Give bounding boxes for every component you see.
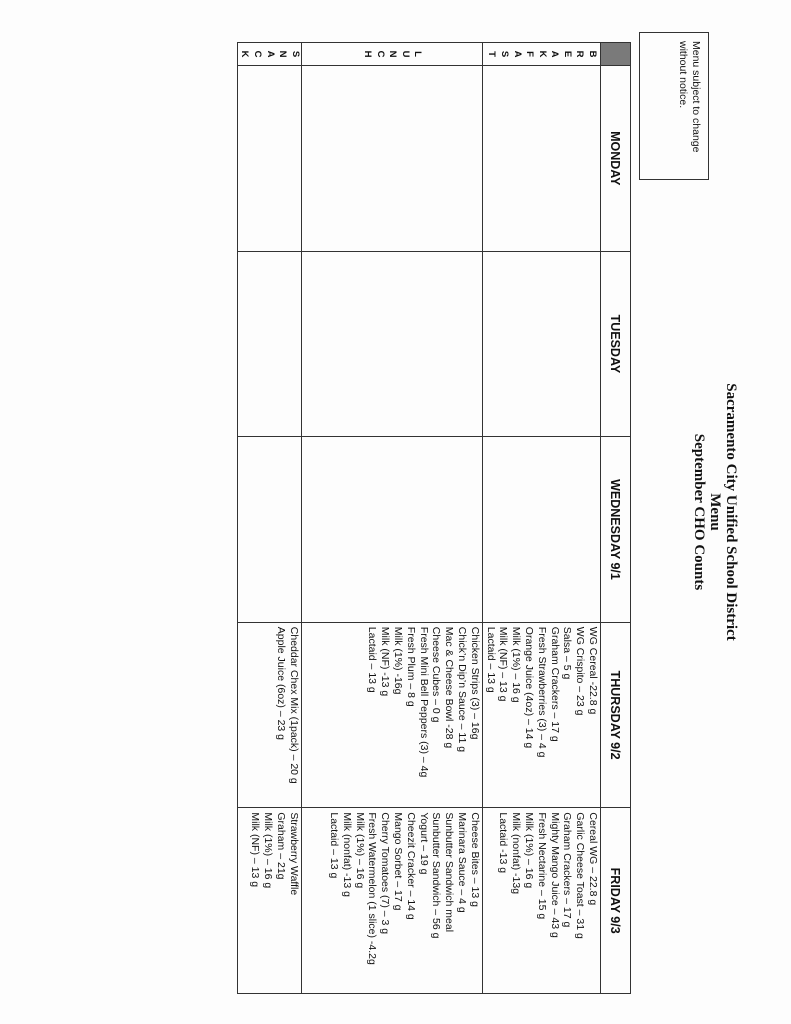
breakfast-wednesday — [482, 437, 600, 623]
row-label-letter: R — [574, 50, 586, 58]
menu-item: Salsa – 5 g — [561, 626, 574, 680]
district-title: Sacramento City Unified School District — [723, 383, 739, 641]
menu-item: Milk (1%) – 16 g — [523, 812, 536, 889]
snack-tuesday — [237, 251, 301, 437]
menu-item: WG Cereal -22.8 g — [587, 626, 599, 715]
row-label-letter: S — [289, 50, 301, 58]
menu-item: Cheddar Chex Mix (1pack) – 20 g — [287, 626, 300, 784]
menu-item: Cherry Tomatoes (7) – 3 g — [379, 812, 392, 935]
menu-item: Chicken Strips (3) – 16g — [468, 626, 481, 740]
menu-item: Fresh Nectarine – 15 g — [535, 812, 548, 920]
month-title: September CHO Counts — [691, 433, 707, 591]
snack-label — [237, 43, 301, 66]
lunch-row — [301, 43, 482, 994]
notice-line-2: without notice. — [677, 41, 689, 109]
breakfast-friday — [482, 808, 600, 994]
menu-item: Milk (1%) – 16 g — [262, 812, 275, 889]
menu-item: Mighty Mango Juice – 43 g — [548, 812, 561, 938]
row-label-letter: N — [277, 50, 289, 58]
menu-item: Milk (nonfat) -13 g — [340, 812, 353, 897]
menu-item: Lactaid – 13 g — [328, 812, 341, 879]
menu-item: Fresh Mini Bell Peppers (3) – 4g — [417, 626, 430, 778]
menu-item: Cereal WG – 22.8 g — [587, 812, 599, 906]
menu-item: Cheezit Cracker – 14 g — [404, 812, 417, 920]
menu-item: Milk (1%) -16g — [392, 626, 405, 695]
menu-item: Garlic Cheese Toast – 31 g — [574, 812, 587, 939]
menu-item: Fresh Watermelon (1 slice) -4.2g — [366, 812, 379, 965]
menu-item: Graham Crackers – 17 g — [548, 626, 561, 742]
menu-item: Graham – 21g — [275, 812, 288, 880]
menu-item: Sunbutter Sandwich meal — [443, 812, 456, 933]
row-label-letter: H — [361, 50, 373, 58]
menu-item: Orange Juice (4oz) – 14 g — [523, 626, 536, 749]
menu-item: Lactaid -13 g — [497, 812, 510, 874]
col-monday: MONDAY — [601, 66, 631, 252]
lunch-monday — [301, 66, 482, 252]
row-label-letter: C — [252, 50, 264, 58]
menu-item: Cheese Cubes – 0 g — [430, 626, 443, 723]
change-notice-box — [639, 32, 709, 180]
row-label-letter: U — [399, 50, 411, 58]
row-label-letter: N — [387, 50, 399, 58]
menu-item: Milk (1%) – 16 g — [510, 626, 523, 703]
row-label-letter: A — [549, 50, 561, 58]
col-wednesday: WEDNESDAY 9/1 — [601, 437, 631, 623]
menu-item: Milk (NF) – 13 g — [497, 626, 510, 702]
row-label-letter: T — [486, 51, 498, 57]
menu-item: Milk (NF) – 13 g — [249, 812, 262, 888]
menu-item: Fresh Strawberries (3) – 4 g — [535, 626, 548, 758]
snack-row — [237, 43, 301, 994]
lunch-tuesday — [301, 251, 482, 437]
lunch-label — [301, 43, 482, 66]
lunch-thursday — [301, 622, 482, 808]
row-label-letter: E — [561, 50, 573, 58]
menu-item: Apple Juice (6oz) – 23 g — [275, 626, 288, 741]
menu-item: Milk (NF) -13 g — [379, 626, 392, 697]
lunch-wednesday — [301, 437, 482, 623]
menu-item: Milk (1%) – 16 g — [353, 812, 366, 889]
menu-item: Cheese Bites – 13 g — [468, 812, 481, 907]
col-friday: FRIDAY 9/3 — [601, 808, 631, 994]
notice-line-1: Menu subject to change — [690, 41, 702, 153]
menu-item: Lactaid – 13 g — [484, 626, 497, 693]
row-label-letter: A — [264, 50, 276, 58]
menu-item: Mac & Cheese Bowl -28 g — [443, 626, 456, 749]
breakfast-thursday — [482, 622, 600, 808]
row-label-letter: B — [587, 50, 599, 58]
menu-table — [237, 42, 631, 994]
menu-item: Yogurt – 19 g — [417, 812, 430, 875]
snack-wednesday — [237, 437, 301, 623]
row-label-letter: L — [412, 51, 424, 57]
menu-item: Graham Crackers – 17 g — [561, 812, 574, 928]
menu-item: WG Crispito – 23 g — [574, 626, 587, 716]
breakfast-tuesday — [482, 251, 600, 437]
menu-item: Chick’n Dip’n Sauce – 11 g — [456, 626, 469, 753]
menu-item: Mango Sorbet – 17 g — [392, 812, 405, 911]
header-row — [601, 43, 631, 994]
menu-item: Fresh Plum – 8 g — [404, 626, 417, 707]
menu-title: Menu — [707, 493, 723, 531]
breakfast-label — [482, 43, 600, 66]
col-tuesday: TUESDAY — [601, 251, 631, 437]
row-label-letter: K — [536, 50, 548, 58]
row-label-letter: K — [239, 50, 251, 58]
menu-item: Sunbutter Sandwich – 56 g — [430, 812, 443, 939]
row-label-letter: S — [498, 50, 510, 58]
corner-cell — [601, 43, 631, 66]
lunch-friday — [301, 808, 482, 994]
breakfast-monday — [482, 66, 600, 252]
snack-monday — [237, 66, 301, 252]
menu-item: Strawberry Waffle — [287, 812, 300, 896]
row-label-letter: A — [511, 50, 523, 58]
menu-item: Lactaid – 13 g — [366, 626, 379, 693]
snack-thursday — [237, 622, 301, 808]
row-label-letter: F — [524, 51, 536, 57]
menu-item: Milk (nonfat) -13g — [510, 812, 523, 895]
row-label-letter: C — [374, 50, 386, 58]
menu-item: Marinara Sauce – 4 g — [456, 812, 469, 913]
col-thursday: THURSDAY 9/2 — [601, 622, 631, 808]
snack-friday — [237, 808, 301, 994]
breakfast-row — [482, 43, 600, 994]
